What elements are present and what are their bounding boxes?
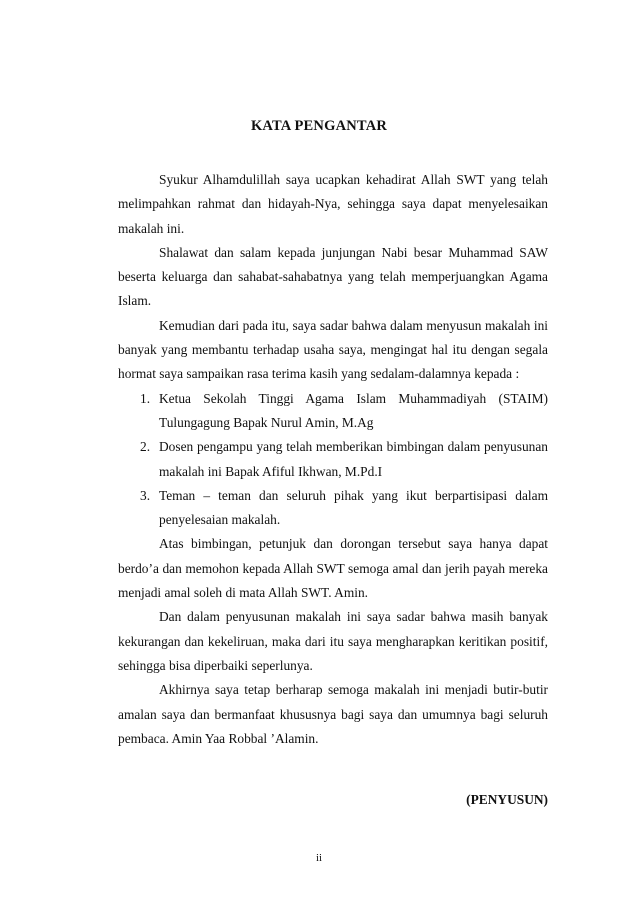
list-item (118, 387, 548, 436)
paragraph-closing: Akhirnya saya tetap berharap semoga makalah ini menjadi butir-butir amalan saya dan bermanfaat khususnya bagi saya dan umumnya bagi seluruh pembaca. Amin Yaa Robbal ’Alamin. (118, 682, 548, 746)
paragraph-prayer: Atas bimbingan, petunjuk dan dorongan tersebut saya hanya dapat berdo’a dan memohon kepada Allah SWT semoga amal dan jerih payah mereka menjadi amal soleh di mata Allah SWT. Amin. (118, 536, 548, 601)
page-number: ii (315, 852, 323, 864)
list-item (118, 484, 548, 533)
paragraph-shalawat: Shalawat dan salam kepada junjungan Nabi besar Muhammad SAW beserta keluarga dan sahabat-sahabatnya yang telah memperjuangkan Agama Islam. (118, 244, 548, 309)
paragraph-gratitude: Syukur Alhamdulillah saya ucapkan kehadirat Allah SWT yang telah melimpahkan rahmat dan hidayah-Nya, sehingga saya dapat menyelesaikan makalah ini. (118, 172, 548, 236)
list-item-number: 3. (140, 487, 151, 503)
list-item-text: Teman – teman dan seluruh pihak yang ikut berpartisipasi dalam penyelesaian makalah. (159, 487, 548, 528)
author-signature: (PENYUSUN) (466, 792, 548, 807)
acknowledgement-list (118, 387, 548, 533)
list-item-text: Dosen pengampu yang telah memberikan bimbingan dalam penyusunan makalah ini Bapak Afiful Ikhwan, M.Pd.I (159, 439, 548, 479)
list-item-number: 2. (140, 439, 151, 455)
document-body (118, 168, 548, 751)
paragraph-shortcomings: Dan dalam penyusunan makalah ini saya sadar bahwa masih banyak kekurangan dan kekeliruan, maka dari itu saya mengharapkan keritikan positif, sehingga bisa diperbaiki seperlunya. (118, 609, 548, 673)
list-item-text: Ketua Sekolah Tinggi Agama Islam Muhammadiyah (STAIM) Tulungagung Bapak Nurul Amin, M.Ag (159, 390, 548, 430)
list-item-number: 1. (140, 390, 151, 406)
paragraph-acknowledgement-intro: Kemudian dari pada itu, saya sadar bahwa dalam menyusun makalah ini banyak yang membantu terhadap usaha saya, mengingat hal itu dengan segala hormat saya sampaikan rasa terima kasih yang sedalam-dalamnya kepada : (118, 317, 548, 382)
page-title: KATA PENGANTAR (250, 118, 388, 134)
list-item (118, 435, 548, 484)
